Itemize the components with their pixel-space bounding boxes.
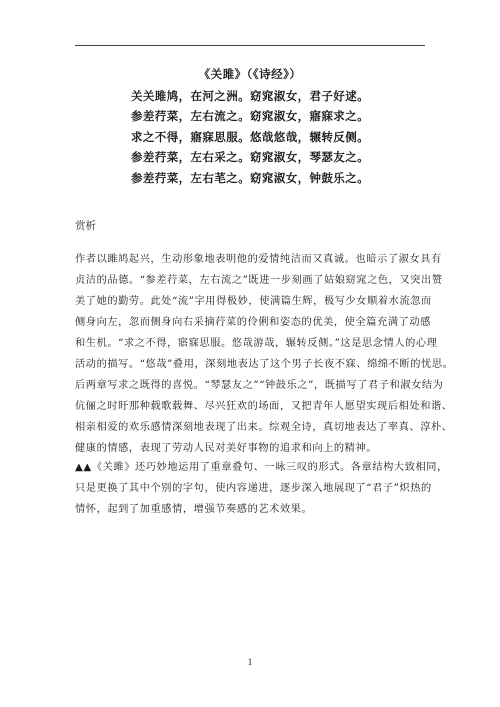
appreciation-paragraph-1: [75, 249, 454, 459]
paragraph-line: 健康的情感，表现了劳动人民对美好事物的追求和向上的精神。: [75, 443, 378, 454]
appreciation-paragraph-2: [75, 457, 448, 520]
paragraph-line: 美了她的勤劳。此处“流”字用得极妙，使满篇生辉，极写少女顺着水流忽而: [75, 296, 432, 307]
appreciation-heading: 赏析: [75, 220, 96, 232]
header-rule: [75, 45, 425, 46]
poem-body: [75, 86, 425, 188]
paragraph-line: 贞洁的品德。“参差荇菜，左右流之”既进一步刻画了姑娘窈窕之色，又突出赞: [75, 275, 443, 286]
paragraph-line: 后两章写求之既得的喜悦。“琴瑟友之”“钟鼓乐之”，既描写了君子和淑女结为: [75, 380, 444, 391]
poem-line: 参差荇菜，左右芼之。窈窕淑女，钟鼓乐之。: [131, 170, 369, 185]
paragraph-line: 只是更换了其中个别的字句，使内容递进，逐步深入地展现了“君子”炽热的: [75, 483, 432, 494]
paragraph-line: 情怀，起到了加重感情，增强节奏感的艺术效果。: [75, 504, 313, 515]
poem-line: 关关雎鸠，在河之洲。窈窕淑女，君子好逑。: [131, 89, 369, 103]
paragraph-line: 作者以雎鸠起兴，生动形象地表明他的爱情纯洁而又真诚。也暗示了淑女具有: [75, 254, 442, 265]
poem-line: 参差荇菜，左右采之。窈窕淑女，琴瑟友之。: [131, 150, 369, 165]
paragraph-line: 侧身向左，忽而侧身向右采摘荇菜的伶俐和姿态的优美，使全篇充满了动感: [75, 317, 431, 328]
paragraph-line: ▲▲《关雎》还巧妙地运用了重章叠句、一咏三叹的形式。各章结构大致相同，: [75, 462, 448, 473]
paragraph-line: 活动的描写。“悠哉”叠用，深刻地表达了这个男子长夜不寐、绵绵不断的忧思。: [75, 359, 454, 370]
page-number: 1: [247, 657, 253, 667]
paragraph-line: 和生机。“求之不得，寤寐思服。悠哉游哉，辗转反侧。”这是思念情人的心理: [75, 338, 438, 349]
poem-line: 参差荇菜，左右流之。窈窕淑女，寤寐求之。: [131, 109, 369, 124]
paragraph-line: 相亲相爱的欢乐感情深刻地表现了出来。综观全诗，真切地表达了率真、淳朴、: [75, 422, 453, 433]
poem-line: 求之不得，寤寐思服。悠哉悠哉，辗转反侧。: [131, 129, 369, 144]
poem-title: 《关雎》（《诗经》）: [198, 67, 302, 81]
paragraph-line: 伉俪之时盱那种载歌载舞、尽兴狂欢的场面，又把青年人愿望实现后相处和谐、: [75, 401, 453, 412]
